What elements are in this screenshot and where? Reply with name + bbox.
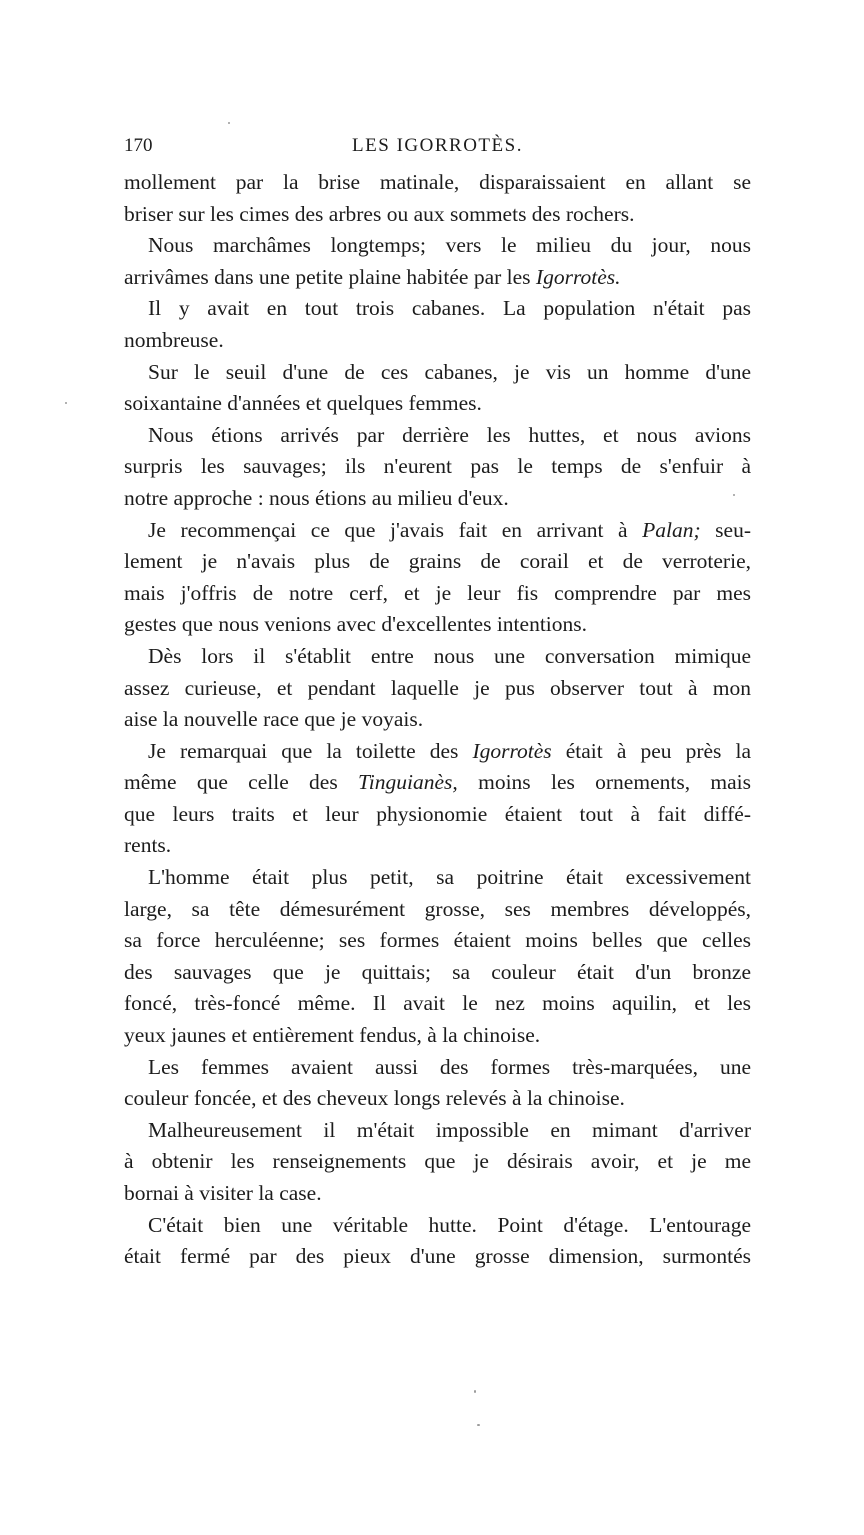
text-segment: Je recommençai ce que j'avais fait en arrivant à (148, 517, 643, 542)
italic-people-name: Igorrotès (472, 738, 552, 763)
text-line: Il y avait en tout trois cabanes. La population n'était pas (148, 296, 751, 321)
text-line: nombreuse. (124, 327, 224, 352)
text-line: rents. (124, 833, 172, 858)
text-line: assez curieuse, et pendant laquelle je pus observer tout à mon (124, 675, 751, 700)
text-line (124, 736, 751, 768)
text-line: gestes que nous venions avec d'excellentes intentions. (124, 612, 588, 637)
text-line: notre approche : nous étions au milieu d'eux. (124, 485, 509, 510)
paragraph (124, 357, 751, 420)
text-line: soixantaine d'années et quelques femmes. (124, 391, 482, 416)
running-header (124, 133, 751, 159)
text-line: lement je n'avais plus de grains de corail et de verroterie, (124, 549, 751, 574)
text-line: foncé, très-foncé même. Il avait le nez moins aquilin, et les (124, 991, 751, 1016)
text-line: Sur le seuil d'une de ces cabanes, je vis un homme d'une (148, 359, 751, 384)
italic-place-name: Igorrotès. (535, 264, 621, 289)
paragraph (124, 641, 751, 736)
paragraph (124, 1115, 751, 1210)
page-number: 170 (124, 135, 153, 156)
text-segment: moins les ornements, mais (457, 770, 751, 795)
text-line: Nous marchâmes longtemps; vers le milieu du jour, nous (148, 233, 751, 258)
scan-speck (477, 1424, 480, 1426)
scan-speck (474, 1390, 476, 1393)
paragraph (124, 736, 751, 862)
body-text (124, 167, 751, 1273)
scan-speck (733, 494, 735, 496)
scan-speck (65, 402, 67, 404)
paragraph (124, 167, 751, 230)
text-line: large, sa tête démesurément grosse, ses membres développés, (124, 896, 751, 921)
scan-speck (228, 122, 230, 124)
text-line (124, 767, 751, 799)
paragraph (124, 420, 751, 515)
italic-people-name: Tinguianès, (358, 770, 458, 795)
text-line (124, 515, 751, 547)
italic-place-name: Palan; (642, 517, 701, 542)
paragraph (124, 293, 751, 356)
text-line: Les femmes avaient aussi des formes très-marquées, une (148, 1054, 751, 1079)
text-segment: même que celle des (124, 770, 359, 795)
text-line: Dès lors il s'établit entre nous une conversation mimique (148, 643, 751, 668)
text-line: des sauvages que je quittais; sa couleur était d'un bronze (124, 959, 751, 984)
text-line: mollement par la brise matinale, disparaissaient en allant se (124, 170, 751, 194)
text-line: à obtenir les renseignements que je désirais avoir, et je me (124, 1149, 751, 1174)
text-line: Nous étions arrivés par derrière les huttes, et nous avions (148, 422, 751, 447)
paragraph (124, 1052, 751, 1115)
running-title: LES IGORROTÈS. (352, 135, 523, 156)
text-line: sa force herculéenne; ses formes étaient moins belles que celles (124, 928, 751, 953)
paragraph (124, 1210, 751, 1273)
text-segment: Je remarquai que la toilette des (148, 738, 473, 763)
text-segment: était à peu près la (551, 738, 751, 763)
text-line: surpris les sauvages; ils n'eurent pas le temps de s'enfuir à (124, 454, 751, 479)
text-line: mais j'offris de notre cerf, et je leur fis comprendre par mes (124, 580, 751, 605)
paragraph (124, 515, 751, 641)
text-line: couleur foncée, et des cheveux longs relevés à la chinoise. (124, 1086, 625, 1111)
text-line: L'homme était plus petit, sa poitrine était excessivement (148, 865, 751, 890)
paragraph (124, 862, 751, 1052)
text-line: briser sur les cimes des arbres ou aux sommets des rochers. (124, 201, 635, 226)
text-line: aise la nouvelle race que je voyais. (124, 707, 424, 732)
text-line: que leurs traits et leur physionomie étaient tout à fait diffé- (124, 801, 751, 826)
text-line: C'était bien une véritable hutte. Point d'étage. L'entourage (148, 1212, 751, 1237)
text-line (124, 262, 751, 294)
text-segment: seu- (700, 517, 751, 542)
text-line: bornai à visiter la case. (124, 1181, 322, 1205)
text-line: yeux jaunes et entièrement fendus, à la chinoise. (124, 1023, 541, 1048)
text-line: était fermé par des pieux d'une grosse dimension, surmontés (124, 1244, 751, 1269)
text-line: Malheureusement il m'était impossible en mimant d'arriver (148, 1117, 751, 1142)
text-segment: arrivâmes dans une petite plaine habitée par les (124, 264, 536, 289)
paragraph (124, 230, 751, 293)
